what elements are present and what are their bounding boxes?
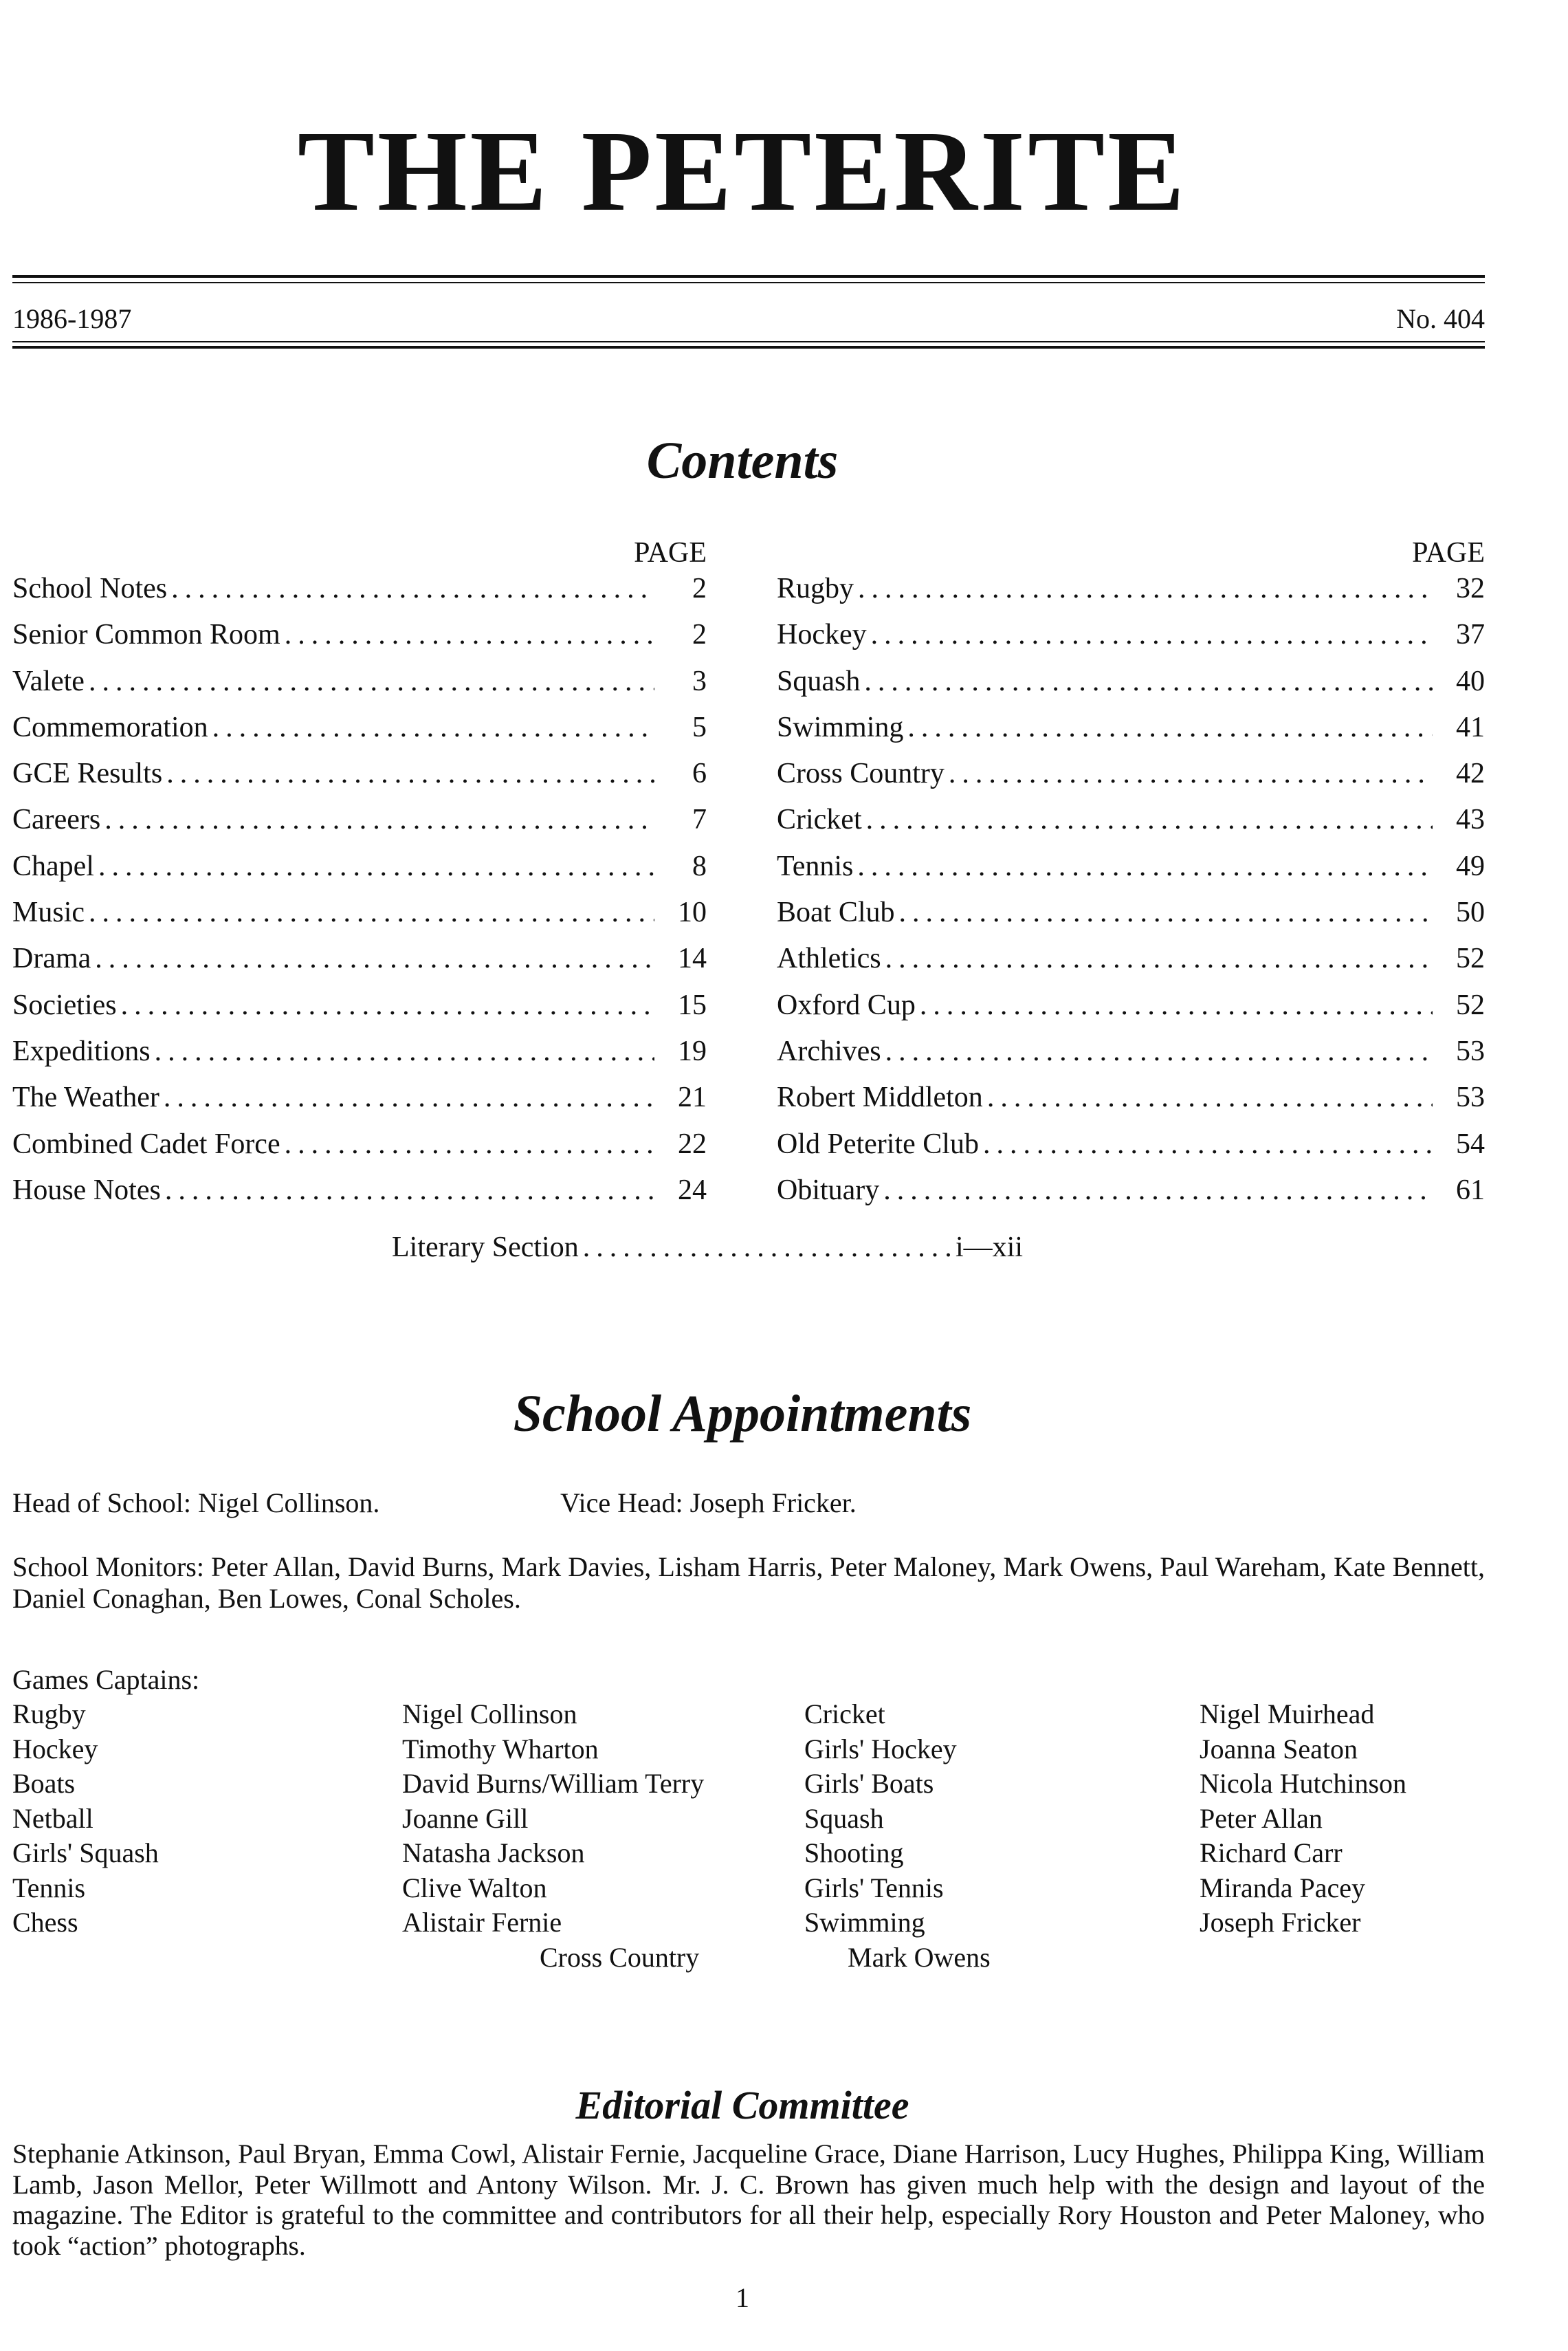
captain-sport: Squash [804, 1802, 884, 1834]
contents-entry [12, 711, 707, 757]
leader-dots [885, 942, 1433, 975]
captain-sport: Shooting [804, 1837, 904, 1868]
contents-entry [12, 1128, 707, 1174]
captain-name: Richard Carr [1200, 1837, 1343, 1868]
contents-entry-title: House Notes [12, 1174, 161, 1206]
contents-list-left [12, 572, 707, 1220]
contents-entry-page: 43 [1456, 804, 1485, 836]
contents-entry-page: 2 [692, 619, 707, 651]
contents-entry-page: 54 [1456, 1128, 1485, 1160]
contents-entry [12, 665, 707, 711]
contents-entry-literary [392, 1231, 1079, 1264]
contents-entry [777, 1128, 1485, 1174]
contents-entry [12, 989, 707, 1035]
leader-dots [98, 850, 654, 883]
captain-name: Joanna Seaton [1200, 1733, 1358, 1764]
contents-entry-page: 32 [1456, 573, 1485, 604]
captain-name: Mark Owens [848, 1942, 991, 1973]
captain-name: Nigel Muirhead [1200, 1698, 1375, 1729]
contents-entry [777, 850, 1485, 896]
leader-dots [871, 618, 1433, 651]
leader-dots [864, 665, 1433, 698]
captain-sport: Girls' Squash [12, 1837, 159, 1868]
contents-entry [777, 757, 1485, 803]
contents-entry-page: 40 [1456, 665, 1485, 697]
captain-sport: Rugby [12, 1698, 86, 1729]
contents-entry-page: 19 [678, 1035, 707, 1067]
captains-left-sports [12, 1697, 159, 1940]
contents-left-column [12, 536, 707, 1220]
leader-dots [171, 572, 654, 605]
editorial-heading: Editorial Committee [575, 2083, 909, 2128]
contents-entry-title: School Notes [12, 573, 168, 604]
vice-head: Vice Head: Joseph Fricker. [560, 1487, 857, 1518]
captain-sport: Girls' Tennis [804, 1872, 944, 1903]
contents-entry-page: 8 [692, 850, 707, 882]
contents-entry [777, 803, 1485, 849]
contents-entry-page: 5 [692, 711, 707, 743]
leader-dots [89, 665, 654, 698]
contents-entry [777, 618, 1485, 664]
leader-dots [165, 1174, 654, 1207]
contents-entry-page: 22 [678, 1128, 707, 1160]
contents-entry [777, 1081, 1485, 1127]
contents-entry-title: Senior Common Room [12, 619, 280, 651]
leader-dots [857, 850, 1433, 883]
leader-dots [95, 942, 654, 975]
header-rule-bottom [12, 346, 1485, 349]
leader-dots [164, 1081, 654, 1114]
contents-entry-title: Old Peterite Club [777, 1128, 979, 1160]
contents-entry-page: 53 [1456, 1082, 1485, 1114]
contents-entry-title: Obituary [777, 1174, 880, 1206]
contents-entry-title: Squash [777, 665, 861, 697]
contents-entry-title: Expeditions [12, 1035, 151, 1067]
contents-entry [12, 850, 707, 896]
captain-name: Clive Walton [402, 1872, 547, 1903]
contents-entry-title: Careers [12, 804, 101, 836]
leader-dots [907, 711, 1433, 744]
leader-dots [104, 803, 654, 836]
contents-entry-title: Athletics [777, 943, 881, 975]
contents-entry-title: Rugby [777, 573, 854, 604]
school-monitors: School Monitors: Peter Allan, David Burns, Mark Davies, Lisham Harris, Peter Maloney, Mark Owens, Paul Wareham, Kate Bennett, Daniel Conaghan, Ben Lowes, Conal Scholes. [12, 1551, 1485, 1615]
issue-number: No. 404 [1396, 303, 1485, 334]
captain-name: Natasha Jackson [402, 1837, 585, 1868]
contents-entry [777, 1035, 1485, 1081]
editorial-text: Stephanie Atkinson, Paul Bryan, Emma Cowl, Alistair Fernie, Jacqueline Grace, Diane Harrison, Lucy Hughes, Philippa King, William Lamb, Jason Mellor, Peter Willmott and Antony Wilson. Mr. J. C. Brown has given much help with the design and layout of the magazine. The Editor is grateful to the committee and contributors for all their help, especially Rory Houston and Peter Maloney, who took “action” photographs. [12, 2139, 1485, 2261]
leader-dots [583, 1231, 951, 1264]
contents-entry-page: 53 [1456, 1035, 1485, 1067]
captain-sport: Boats [12, 1768, 76, 1799]
leader-dots [885, 1035, 1433, 1068]
captains-right-sports [804, 1697, 957, 1940]
leader-dots [212, 711, 654, 744]
leader-dots [858, 572, 1433, 605]
contents-entry-title: Cricket [777, 804, 862, 836]
captain-name: Nigel Collinson [402, 1698, 577, 1729]
magazine-title: THE PETERITE [297, 107, 1188, 235]
contents-entry-title: Valete [12, 665, 85, 697]
appointments-heading: School Appointments [513, 1385, 972, 1443]
captain-sport: Netball [12, 1802, 93, 1834]
captain-name: Miranda Pacey [1200, 1872, 1366, 1903]
captain-sport: Swimming [804, 1907, 925, 1938]
captains-left-names [402, 1697, 704, 1940]
contents-entry-page: 2 [692, 573, 707, 604]
header-rule-top-thin [12, 282, 1485, 283]
contents-entry-title: Archives [777, 1035, 881, 1067]
contents-entry-page: 24 [678, 1174, 707, 1206]
leader-dots [121, 989, 654, 1022]
contents-entry [777, 896, 1485, 942]
leader-dots [89, 896, 654, 929]
contents-entry [12, 618, 707, 664]
contents-entry [12, 803, 707, 849]
contents-entry [12, 1174, 707, 1220]
contents-entry-page: 42 [1456, 758, 1485, 790]
contents-entry-title: Tennis [777, 850, 854, 882]
captains-right-names [1200, 1697, 1406, 1940]
captain-sport: Tennis [12, 1872, 86, 1903]
contents-entry-title: Boat Club [777, 897, 895, 929]
captain-sport: Girls' Boats [804, 1768, 934, 1799]
contents-entry-title: Literary Section [392, 1232, 579, 1263]
contents-entry-page: 49 [1456, 850, 1485, 882]
contents-entry-page: 14 [678, 943, 707, 975]
captain-sport: Cricket [804, 1698, 885, 1729]
leader-dots [155, 1035, 654, 1068]
contents-entry-page: 50 [1456, 897, 1485, 929]
contents-entry [777, 711, 1485, 757]
header-rule-top [12, 275, 1485, 278]
contents-entry-title: The Weather [12, 1082, 159, 1114]
leader-dots [166, 757, 654, 790]
captain-sport: Chess [12, 1907, 78, 1938]
contents-entry [12, 1081, 707, 1127]
captain-sport: Cross Country [540, 1942, 700, 1973]
contents-entry [12, 896, 707, 942]
contents-entry-title: Oxford Cup [777, 989, 916, 1021]
captain-sport: Girls' Hockey [804, 1733, 957, 1764]
header-rule-bottom-thin [12, 341, 1485, 342]
head-of-school: Head of School: Nigel Collinson. [12, 1487, 380, 1518]
games-captains-label: Games Captains: [12, 1664, 200, 1695]
leader-dots [285, 1128, 654, 1161]
issue-row [12, 303, 1485, 335]
page-column-header: PAGE [1412, 537, 1485, 569]
captain-name: Alistair Fernie [402, 1907, 562, 1938]
contents-entry [12, 572, 707, 618]
contents-entry-title: GCE Results [12, 758, 163, 790]
leader-dots [883, 1174, 1433, 1207]
contents-entry [777, 942, 1485, 988]
contents-entry-title: Cross Country [777, 758, 945, 790]
contents-entry [12, 1035, 707, 1081]
leader-dots [949, 757, 1433, 790]
captain-name: David Burns/William Terry [402, 1768, 705, 1799]
captain-name: Peter Allan [1200, 1802, 1323, 1834]
issue-years: 1986-1987 [12, 303, 132, 334]
contents-entry-title: Hockey [777, 619, 867, 651]
contents-entry-title: Swimming [777, 711, 904, 743]
contents-entry [777, 665, 1485, 711]
contents-entry-page: 15 [678, 989, 707, 1021]
captain-name: Joseph Fricker [1200, 1907, 1361, 1938]
contents-list-right [777, 572, 1485, 1220]
contents-entry [12, 757, 707, 803]
contents-entry-page: 61 [1456, 1174, 1485, 1206]
contents-entry-page: 52 [1456, 943, 1485, 975]
leader-dots [899, 896, 1433, 929]
contents-heading: Contents [646, 432, 839, 490]
contents-entry-title: Chapel [12, 850, 94, 882]
contents-entry [777, 1174, 1485, 1220]
contents-entry [777, 572, 1485, 618]
page-column-header: PAGE [634, 537, 707, 569]
leader-dots [920, 989, 1433, 1022]
contents-entry-page: 52 [1456, 989, 1485, 1021]
contents-entry-page: 10 [678, 897, 707, 929]
contents-entry-title: Drama [12, 943, 91, 975]
leader-dots [285, 618, 654, 651]
contents-entry-page: i—xii [956, 1232, 1024, 1263]
captain-name: Timothy Wharton [402, 1733, 599, 1764]
captain-sport: Hockey [12, 1733, 98, 1764]
contents-entry-page: 7 [692, 804, 707, 836]
leader-dots [983, 1128, 1433, 1161]
contents-entry-page: 41 [1456, 711, 1485, 743]
captain-name: Nicola Hutchinson [1200, 1768, 1407, 1799]
contents-entry-page: 37 [1456, 619, 1485, 651]
contents-entry-title: Robert Middleton [777, 1082, 983, 1114]
contents-entry [12, 942, 707, 988]
leader-dots [987, 1081, 1433, 1114]
page-number: 1 [736, 2282, 749, 2313]
contents-right-column [777, 536, 1485, 1220]
contents-entry-title: Combined Cadet Force [12, 1128, 280, 1160]
leader-dots [866, 803, 1433, 836]
contents-entry-title: Societies [12, 989, 117, 1021]
contents-entry-page: 21 [678, 1082, 707, 1114]
contents-entry-page: 6 [692, 758, 707, 790]
contents-entry [777, 989, 1485, 1035]
contents-entry-title: Music [12, 897, 85, 929]
captain-name: Joanne Gill [402, 1802, 529, 1834]
contents-entry-title: Commemoration [12, 711, 208, 743]
contents-entry-page: 3 [692, 665, 707, 697]
